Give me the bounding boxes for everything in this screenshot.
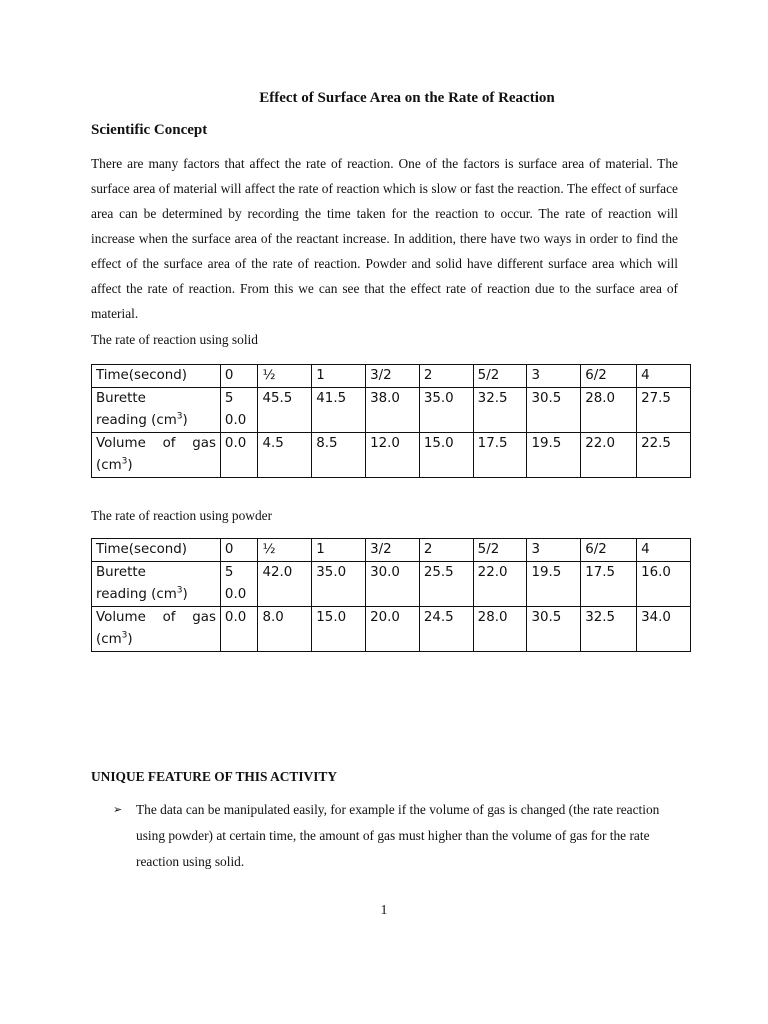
time-cell: 0	[220, 365, 258, 388]
volume-unit-end: )	[127, 458, 133, 473]
time-cell: 2	[419, 539, 473, 562]
volume-label	[92, 607, 221, 652]
time-row	[92, 539, 691, 562]
volume-label-line2	[96, 455, 216, 477]
volume-unit-text: (cm	[96, 458, 122, 473]
time-cell: 3	[527, 539, 581, 562]
volume-label-line1	[96, 433, 216, 455]
burette-cell: 25.5	[419, 562, 473, 607]
burette-cell: 17.5	[581, 562, 637, 607]
burette-label-line2	[96, 584, 216, 606]
burette-cell: 38.0	[366, 388, 420, 433]
burette-cell: 30.0	[366, 562, 420, 607]
volume-word: Volume	[96, 436, 146, 451]
time-cell: 4	[637, 539, 691, 562]
feature-bullet-text: The data can be manipulated easily, for example if the volume of gas is changed (the rate reaction using powder) at certain time, the amount of gas must higher than the volume of gas for the rate reaction using solid.	[136, 802, 660, 869]
concept-paragraph: There are many factors that affect the rate of reaction. One of the factors is surface area of material. The surface area of material will affect the rate of reaction which is slow or fast the reaction. The effect of surface area can be determined by recording the time taken for the reaction to occur. The rate of reaction will increase when the surface area of the reactant increase. In addition, there have two ways in order to find the effect of the surface area of the rate of reaction. Powder and solid have different surface area which will affect the rate of reaction. From this we can see that the effect rate of reaction due to the surface area of material.	[91, 156, 678, 321]
of-word: of	[162, 436, 176, 451]
burette-cell: 19.5	[527, 562, 581, 607]
volume-cell: 15.0	[312, 607, 366, 652]
volume-cell: 12.0	[366, 433, 420, 478]
volume-cell: 24.5	[419, 607, 473, 652]
burette-cell: 28.0	[581, 388, 637, 433]
volume-cell: 19.5	[527, 433, 581, 478]
burette-cell: 42.0	[258, 562, 312, 607]
volume-unit-text: (cm	[96, 632, 122, 647]
volume-row	[92, 607, 691, 652]
document-title: Effect of Surface Area on the Rate of Reaction	[259, 90, 555, 106]
burette-label-text: reading (cm	[96, 587, 177, 602]
time-cell: 0	[220, 539, 258, 562]
time-cell: 3/2	[366, 539, 420, 562]
volume-label-line2	[96, 629, 216, 651]
burette-cell: 35.0	[419, 388, 473, 433]
time-cell: 6/2	[581, 539, 637, 562]
burette-cell: 41.5	[312, 388, 366, 433]
burette-label-end: )	[182, 413, 188, 428]
of-word: of	[162, 610, 176, 625]
volume-unit-sup: 3	[121, 630, 128, 641]
volume-cell: 22.5	[637, 433, 691, 478]
feature-heading: UNIQUE FEATURE OF THIS ACTIVITY	[91, 769, 338, 784]
volume-word: Volume	[96, 610, 146, 625]
time-cell: 5/2	[473, 365, 527, 388]
solid-reaction-table	[91, 364, 691, 478]
burette-cell-line2: 0.0	[224, 413, 247, 428]
volume-cell: 20.0	[366, 607, 420, 652]
volume-cell: 30.5	[527, 607, 581, 652]
volume-cell: 22.0	[581, 433, 637, 478]
time-cell: 3	[527, 365, 581, 388]
burette-cell: 30.5	[527, 388, 581, 433]
burette-cell	[220, 388, 258, 433]
burette-label-sup: 3	[176, 585, 183, 596]
volume-unit-sup: 3	[121, 456, 128, 467]
burette-label-sup: 3	[176, 411, 183, 422]
burette-row	[92, 562, 691, 607]
solid-table-caption: The rate of reaction using solid	[91, 332, 258, 347]
burette-label-end: )	[182, 587, 188, 602]
volume-row	[92, 433, 691, 478]
volume-label	[92, 433, 221, 478]
time-label: Time(second)	[92, 365, 221, 388]
time-cell: 1	[312, 365, 366, 388]
time-cell: ½	[258, 539, 312, 562]
burette-cell: 32.5	[473, 388, 527, 433]
volume-cell: 0.0	[220, 607, 258, 652]
arrowhead-bullet-icon: ➢	[113, 804, 123, 816]
gas-word: gas	[192, 610, 216, 625]
burette-cell-line1: 5	[224, 391, 234, 406]
volume-cell: 0.0	[220, 433, 258, 478]
burette-row	[92, 388, 691, 433]
time-cell: 3/2	[366, 365, 420, 388]
burette-cell	[220, 562, 258, 607]
volume-unit-end: )	[127, 632, 133, 647]
volume-cell: 32.5	[581, 607, 637, 652]
volume-cell: 34.0	[637, 607, 691, 652]
volume-cell: 4.5	[258, 433, 312, 478]
volume-cell: 15.0	[419, 433, 473, 478]
volume-cell: 17.5	[473, 433, 527, 478]
time-row	[92, 365, 691, 388]
gas-word: gas	[192, 436, 216, 451]
page-number: 1	[380, 902, 388, 917]
burette-cell: 16.0	[637, 562, 691, 607]
time-cell: 6/2	[581, 365, 637, 388]
feature-bullet-item	[113, 797, 689, 875]
powder-table-caption: The rate of reaction using powder	[91, 508, 273, 523]
time-cell: 1	[312, 539, 366, 562]
burette-cell-line2: 0.0	[224, 587, 247, 602]
burette-cell: 27.5	[637, 388, 691, 433]
burette-label-line1: Burette	[96, 565, 146, 580]
time-cell: 4	[637, 365, 691, 388]
section-heading: Scientific Concept	[91, 122, 208, 138]
burette-cell: 45.5	[258, 388, 312, 433]
volume-label-line1	[96, 607, 216, 629]
volume-cell: 28.0	[473, 607, 527, 652]
volume-cell: 8.0	[258, 607, 312, 652]
volume-cell: 8.5	[312, 433, 366, 478]
time-cell: 2	[419, 365, 473, 388]
time-cell: ½	[258, 365, 312, 388]
burette-label	[92, 562, 221, 607]
time-label: Time(second)	[92, 539, 221, 562]
burette-cell-line1: 5	[224, 565, 234, 580]
burette-label-text: reading (cm	[96, 413, 177, 428]
burette-cell: 35.0	[312, 562, 366, 607]
burette-label	[92, 388, 221, 433]
burette-label-line1: Burette	[96, 391, 146, 406]
burette-cell: 22.0	[473, 562, 527, 607]
powder-reaction-table	[91, 538, 691, 652]
time-cell: 5/2	[473, 539, 527, 562]
burette-label-line2	[96, 410, 216, 432]
